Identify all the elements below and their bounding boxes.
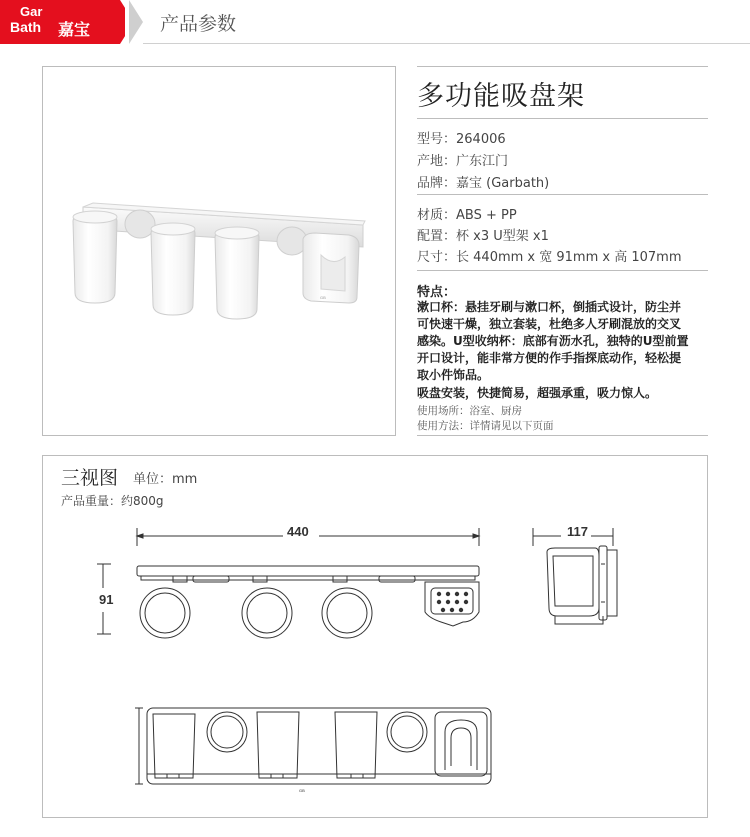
- info-rule-1: [417, 118, 708, 119]
- info-rule-2: [417, 194, 708, 195]
- origin-row: [417, 150, 508, 169]
- usage-method: 使用方法：详情请见以下页面: [417, 420, 554, 432]
- technical-drawing: [43, 456, 707, 817]
- model-value: 264006: [456, 132, 506, 147]
- page-header: [0, 0, 750, 44]
- product-photo-frame: [42, 66, 396, 436]
- three-view-title: 三视图: [61, 467, 119, 489]
- three-view-frame: [42, 455, 708, 818]
- dim-depth-label: 117: [567, 524, 588, 539]
- size-value: 长 440mm x 宽 91mm x 高 107mm: [456, 250, 682, 265]
- brand-row: [417, 172, 549, 191]
- product-name: 多功能吸盘架: [417, 81, 585, 112]
- origin-label: 产地：: [417, 154, 457, 169]
- brand-cn: 嘉宝: [58, 22, 91, 39]
- model-label: 型号：: [417, 132, 457, 147]
- svg-text:GB: GB: [320, 295, 326, 300]
- config-label: 配置：: [417, 229, 457, 244]
- feature-line-3: 感染。U型收纳杯：底部有沥水孔，独特的U型前置: [417, 334, 689, 348]
- feature-line-4: 开口设计，能非常方便的作手指探底动作，轻松提: [417, 351, 682, 365]
- model-row: [417, 128, 506, 147]
- config-value: 杯 x3 U型架 x1: [456, 229, 549, 244]
- size-row: [417, 246, 681, 265]
- svg-text:GB: GB: [299, 788, 305, 793]
- brand-label: 品牌：: [417, 176, 457, 191]
- weight-label: 产品重量：约800g: [61, 494, 164, 508]
- info-rule-top: [417, 66, 708, 67]
- config-row: [417, 225, 549, 244]
- brand-en-line1: Gar: [20, 4, 43, 19]
- feature-line-6: 吸盘安装，快捷简易，超强承重，吸力惊人。: [417, 386, 658, 400]
- unit-label: 单位：mm: [133, 472, 198, 487]
- brand-logo-text: [6, 4, 102, 40]
- brand-logo: [0, 0, 120, 44]
- dim-height-label: 91: [99, 592, 114, 607]
- origin-value: 广东江门: [456, 154, 509, 169]
- dim-length-label: 440: [287, 524, 309, 539]
- feature-line-5: 取小件饰品。: [417, 368, 490, 382]
- header-divider: [143, 43, 750, 44]
- material-value: ABS + PP: [456, 208, 517, 223]
- section-title: 产品参数: [160, 13, 237, 35]
- product-photo: [43, 67, 397, 437]
- size-label: 尺寸：: [417, 250, 457, 265]
- header-arrow-shadow-icon: [129, 0, 143, 44]
- features-title: 特点：: [417, 285, 457, 300]
- material-label: 材质：: [417, 208, 457, 223]
- info-rule-3: [417, 270, 708, 271]
- material-row: [417, 204, 517, 223]
- info-rule-bottom: [417, 435, 708, 436]
- brand-en-line2: Bath: [10, 19, 42, 35]
- usage-place: 使用场所：浴室、厨房: [417, 405, 522, 417]
- feature-line-1: 漱口杯：悬挂牙刷与漱口杯，倒插式设计，防尘并: [417, 300, 682, 314]
- feature-line-2: 可快速干燥，独立套装，杜绝多人牙刷混放的交叉: [417, 317, 682, 331]
- brand-value: 嘉宝 (Garbath): [456, 176, 550, 191]
